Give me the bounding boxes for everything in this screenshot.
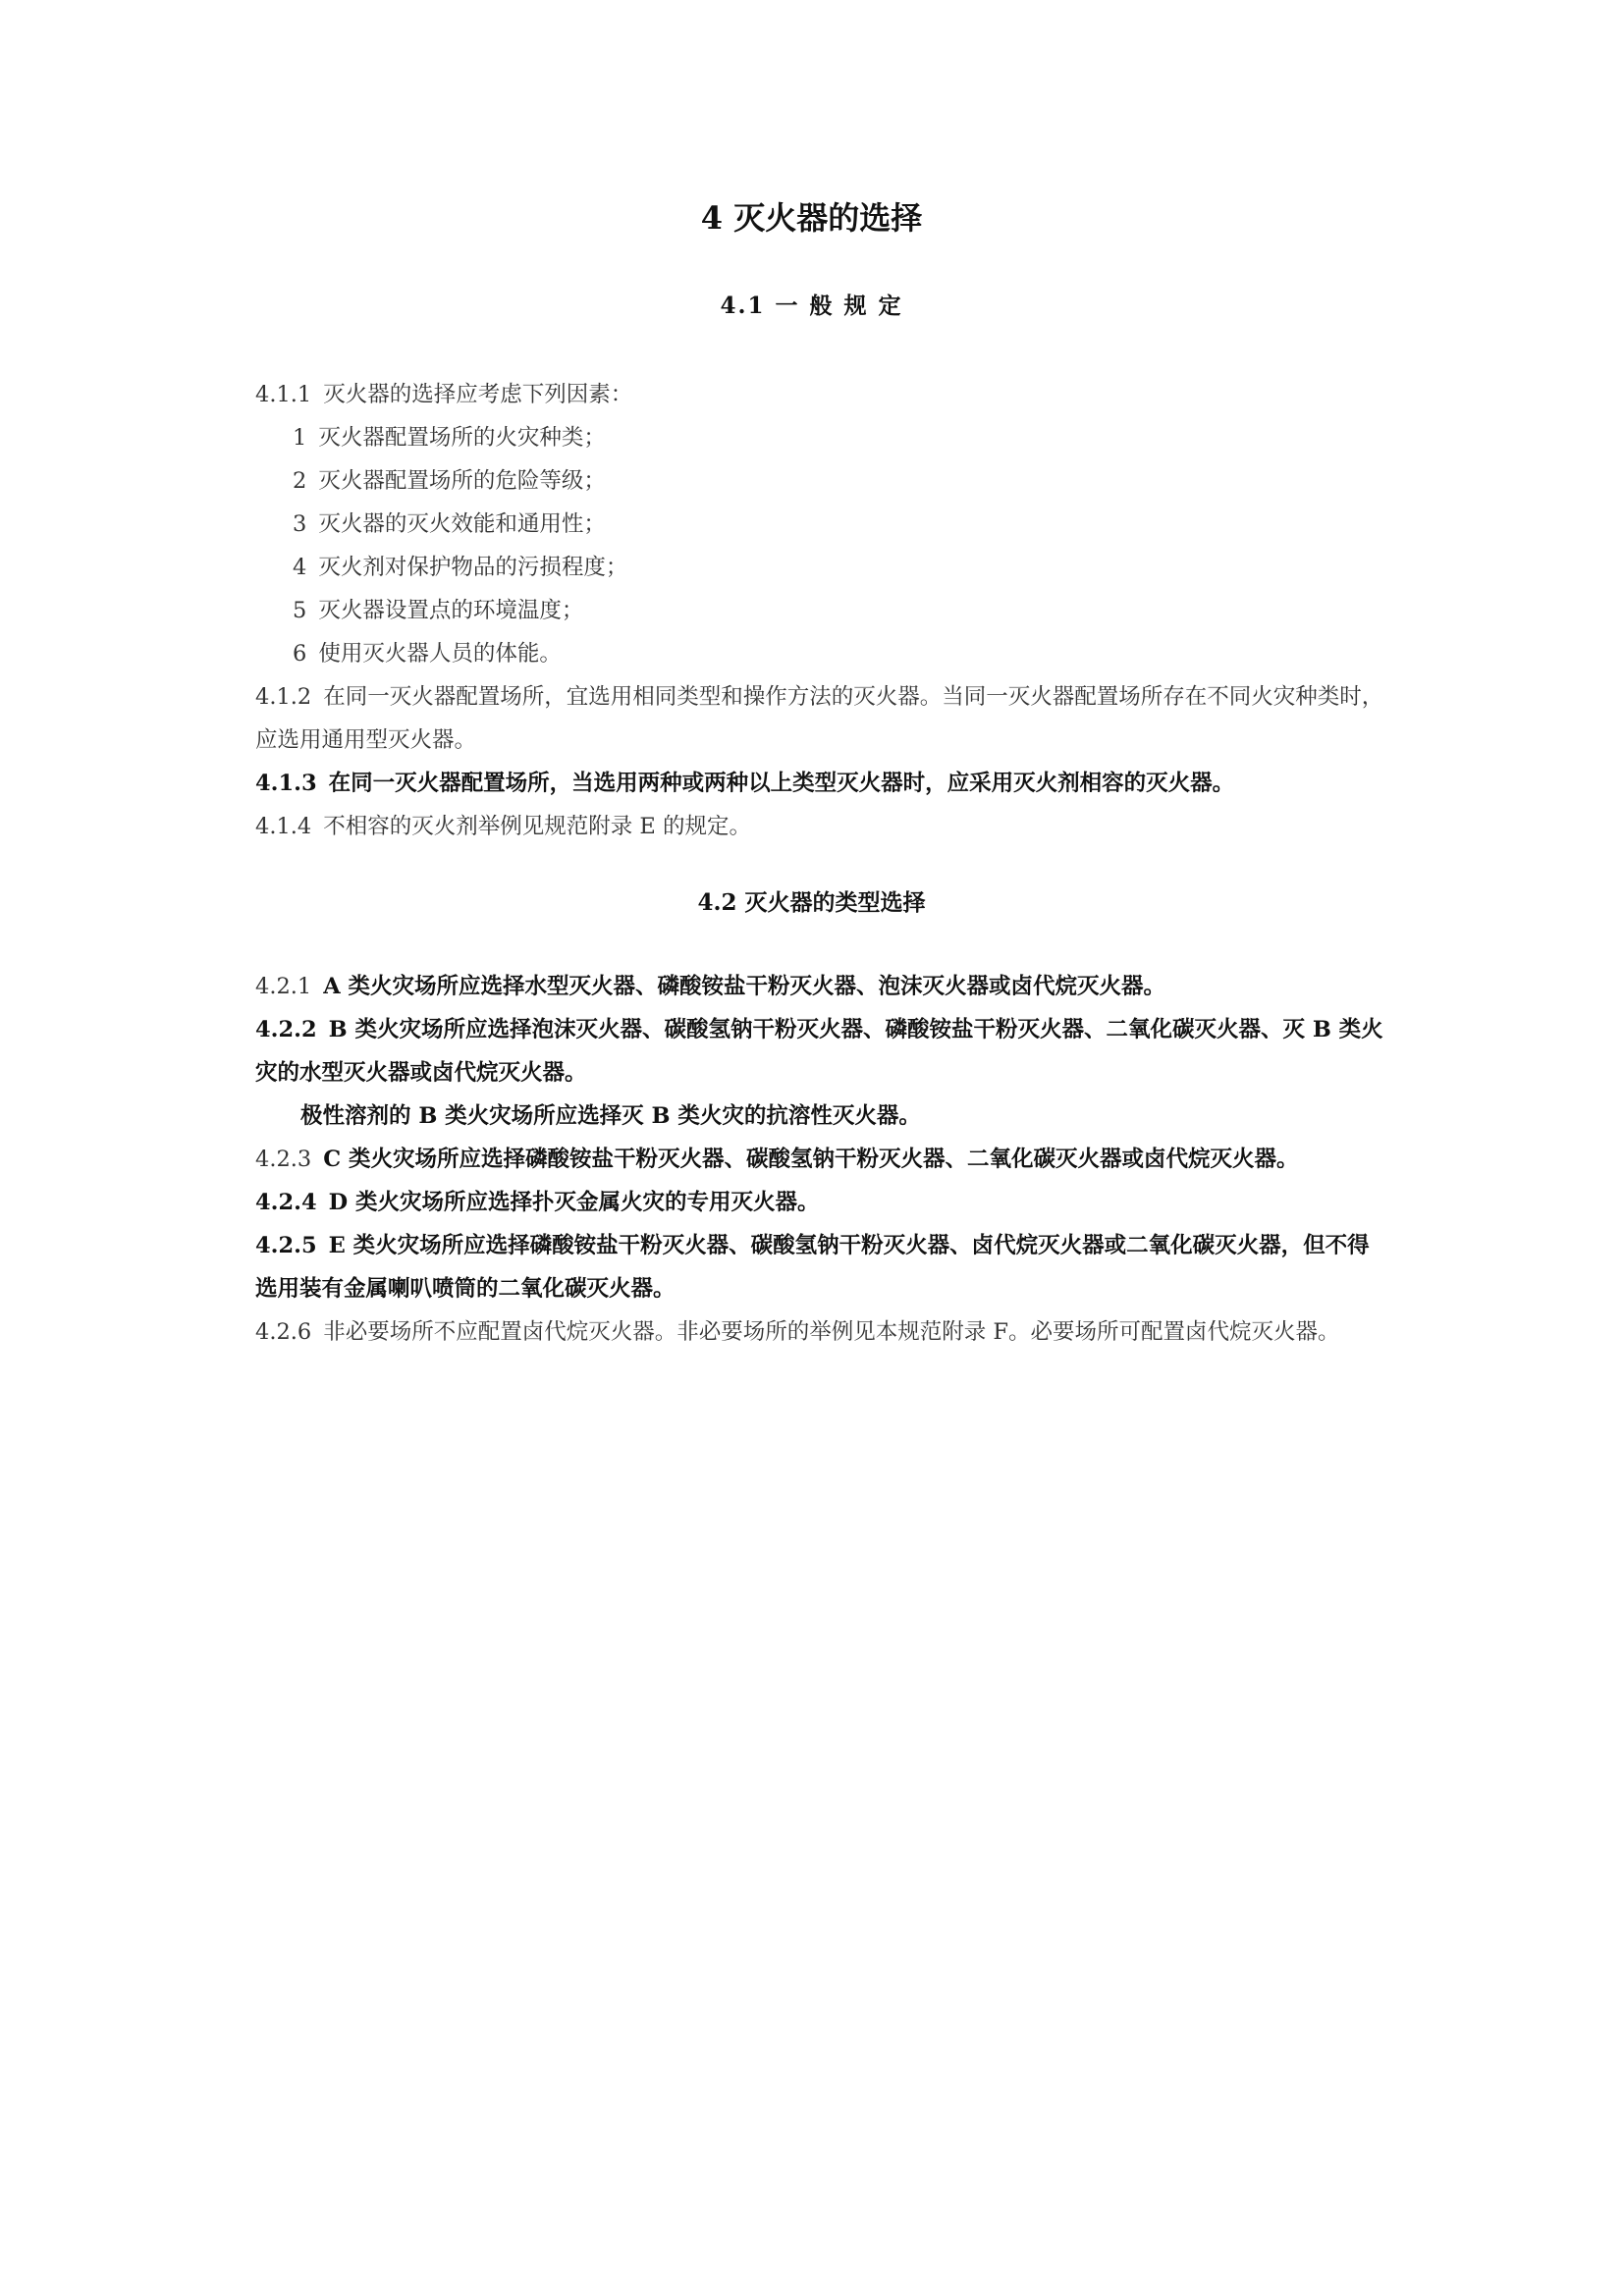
clause-text: D 类火灾场所应选择扑灭金属火灾的专用灭火器。 [328,1190,820,1215]
clause-text: E 类火灾场所应选择磷酸铵盐干粉灭火器、碳酸氢钠干粉灭火器、卤代烷灭火器或二氧化碳灭火器，但不得选用装有金属喇叭喷筒的二氧化碳灭火器。 [255,1233,1370,1302]
clause-4-2-2-note [255,1095,1384,1138]
list-item [255,503,1384,546]
item-text: 灭火器配置场所的火灾种类； [318,425,606,451]
section-4-2-title: 4.2 灭火器的类型选择 [697,889,926,916]
item-number: 5 [293,598,307,623]
clause-4-1-1 [255,373,1384,416]
clause-text: C 类火灾场所应选择磷酸铵盐干粉灭火器、碳酸氢钠干粉灭火器、二氧化碳灭火器或卤代烷灭火器。 [323,1147,1299,1172]
list-item [255,589,1384,632]
list-item [255,632,1384,675]
clause-4-2-3 [255,1138,1384,1181]
list-item [255,546,1384,589]
item-text: 灭火器配置场所的危险等级； [318,468,606,494]
clause-number: 4.1.1 [255,382,312,407]
clause-number: 4.2.1 [255,974,312,999]
clause-4-2-5 [255,1224,1384,1310]
chapter-title: 4 灭火器的选择 [700,199,923,237]
clause-4-2-2 [255,1008,1384,1095]
clause-number: 4.1.3 [255,771,317,796]
clause-number: 4.2.4 [255,1190,317,1215]
clause-4-1-4 [255,805,1384,848]
clause-number: 4.1.2 [255,684,312,710]
item-text: 灭火剂对保护物品的污损程度； [318,555,628,580]
clause-number: 4.2.6 [255,1319,312,1345]
clause-4-2-4 [255,1181,1384,1224]
item-number: 4 [293,555,307,580]
clause-text: B 类火灾场所应选择泡沫灭火器、碳酸氢钠干粉灭火器、磷酸铵盐干粉灭火器、二氧化碳灭火器、灭 B 类火灾的水型灭火器或卤代烷灭火器。 [255,1017,1383,1086]
clause-4-1-3 [255,762,1384,805]
item-number: 6 [293,641,307,667]
clause-number: 4.2.2 [255,1017,317,1042]
clause-number: 4.2.5 [255,1233,317,1258]
clause-text: 在同一灭火器配置场所，当选用两种或两种以上类型灭火器时，应采用灭火剂相容的灭火器。 [328,771,1235,796]
clause-4-2-6 [255,1310,1384,1354]
clause-4-1-2 [255,675,1384,762]
clause-text: 在同一灭火器配置场所，宜选用相同类型和操作方法的灭火器。当同一灭火器配置场所存在不同火灾种类时，应选用通用型灭火器。 [255,684,1384,753]
clause-number: 4.1.4 [255,814,312,839]
list-item [255,459,1384,503]
clause-text: 灭火器的选择应考虑下列因素： [323,382,633,407]
item-text: 灭火器的灭火效能和通用性； [318,511,606,537]
clause-number: 4.2.3 [255,1147,312,1172]
item-number: 1 [293,425,307,451]
item-text: 使用灭火器人员的体能。 [318,641,562,667]
list-item [255,416,1384,459]
clause-text: 极性溶剂的 B 类火灾场所应选择灭 B 类火灾的抗溶性灭火器。 [300,1103,921,1129]
clause-text: A 类火灾场所应选择水型灭火器、磷酸铵盐干粉灭火器、泡沫灭火器或卤代烷灭火器。 [323,974,1166,999]
section-4-1-body [255,373,1384,848]
section-4-1-title: 4.1 一 般 规 定 [720,293,903,319]
item-number: 2 [293,468,307,494]
section-4-2-body [255,965,1384,1354]
item-number: 3 [293,511,307,537]
item-text: 灭火器设置点的环境温度； [318,598,584,623]
clause-text: 不相容的灭火剂举例见规范附录 E 的规定。 [323,814,751,839]
clause-4-2-1 [255,965,1384,1008]
clause-text: 非必要场所不应配置卤代烷灭火器。非必要场所的举例见本规范附录 F。必要场所可配置卤代烷灭火器。 [323,1319,1340,1345]
